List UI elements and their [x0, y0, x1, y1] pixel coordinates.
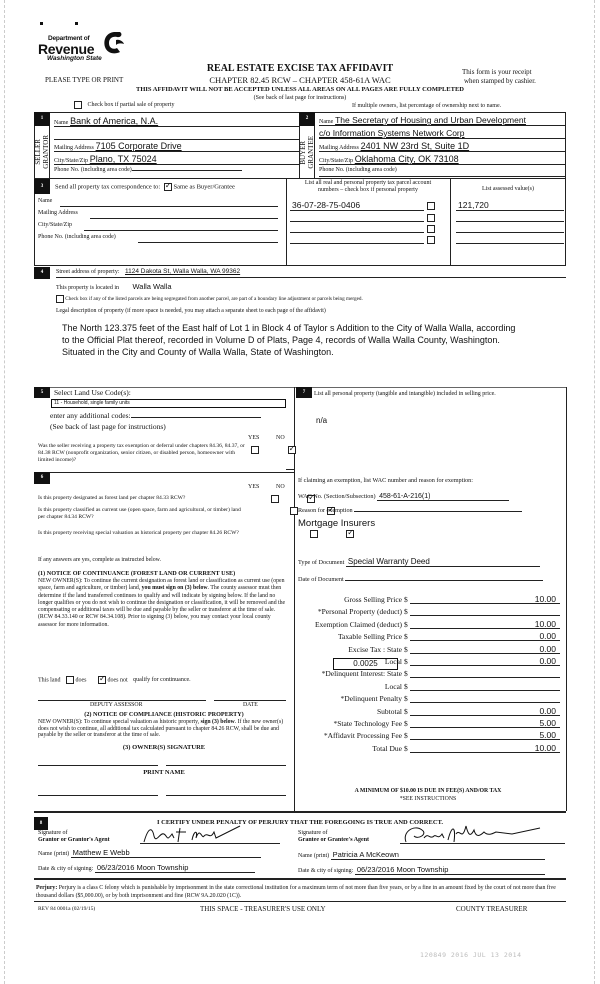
parcel-number-field[interactable]	[290, 234, 424, 244]
historic-yes-checkbox[interactable]	[310, 530, 318, 538]
seller-city-value: Plano, TX 75024	[89, 154, 157, 164]
grantee-label: GRANTEE	[306, 135, 315, 169]
fee-label: *State Technology Fee	[333, 719, 402, 728]
grantor-label: GRANTOR	[41, 135, 50, 169]
divider	[566, 387, 567, 811]
segregated-row	[56, 295, 363, 303]
current-use-question: Is this property classified as current use (open space, farm and agricultural, or timber) land per chapter 84.34 RCW?	[38, 507, 241, 520]
please-type: PLEASE TYPE OR PRINT	[45, 76, 124, 84]
partial-sale-row	[74, 101, 174, 109]
parcel-header-1: List all real and personal property tax parcel account	[304, 180, 432, 186]
grantor-sig-label	[38, 830, 110, 844]
date-label: DATE	[243, 702, 258, 708]
fee-row	[298, 743, 560, 754]
land-use-label: Select Land Use Code(s):	[54, 388, 131, 397]
buyer-name-label: Name	[319, 119, 334, 125]
grantor-date-field[interactable]	[38, 863, 283, 873]
parcel-row	[290, 234, 564, 245]
form-number: REV 84 0001a (02/19/15)	[38, 906, 96, 912]
exemption-question: Was the seller receiving a property tax exemption or deferral under chapters 84.36, 84.37, or 84.38 RCW (nonprofit organization, senior citizen, or disabled person, homeowner with limited income)?	[38, 443, 245, 463]
yes-header: YES	[248, 435, 260, 441]
form-title: REAL ESTATE EXCISE TAX AFFIDAVIT	[206, 63, 394, 74]
receipt-note-1: This form is your receipt	[462, 68, 532, 76]
print-name-line[interactable]	[166, 795, 286, 796]
grantee-signature-icon	[400, 820, 550, 848]
parcel-header	[288, 180, 448, 194]
section-2-badge: 2	[299, 112, 315, 126]
forest-land-question: Is this property designated as forest land per chapter 84.33 RCW?	[38, 495, 186, 501]
fee-row	[298, 594, 560, 605]
fee-label: *Delinquent Penalty	[340, 694, 402, 704]
seller-city-field[interactable]	[54, 154, 299, 165]
assessed-value-field[interactable]: 121,720	[456, 200, 564, 211]
fee-row	[298, 693, 560, 704]
corr-city-label: City/State/Zip	[38, 222, 72, 228]
divider	[34, 878, 566, 880]
dor-logo	[36, 30, 136, 70]
divider	[34, 901, 566, 902]
partial-sale-label: Check box if partial sale of property	[87, 102, 175, 109]
currency-symbol: $	[404, 743, 408, 753]
buyer-city-field[interactable]	[319, 154, 566, 165]
fee-value-field[interactable]: 10.00	[410, 743, 560, 753]
grantor-date-value: 06/23/2016 Moon Township	[95, 863, 255, 873]
fee-row	[298, 606, 560, 617]
parcel-row	[290, 223, 564, 234]
fee-label: Local	[384, 681, 402, 691]
fee-row	[298, 730, 560, 741]
assessed-header: List assessed value(s)	[482, 186, 534, 192]
logo-line3: Washington State	[47, 55, 102, 62]
notice2-text	[38, 719, 290, 739]
seller-phone-field[interactable]	[54, 167, 299, 177]
section-3-badge: 3	[34, 179, 50, 194]
notice1-bold: you must sign on (3) below	[141, 585, 208, 592]
deputy-date-line[interactable]	[214, 700, 286, 701]
legal-label: Legal description of property (if more space is needed, you may attach a separate sheet to each page of the affidavit)	[56, 308, 326, 314]
scan-edge-right	[594, 0, 595, 984]
grantor-signature-icon	[140, 822, 250, 846]
fee-label: *Delinquent Interest: State	[321, 669, 402, 679]
fee-label: *Personal Property (deduct)	[317, 607, 402, 617]
notice2-bold: sign (3) below	[200, 719, 235, 725]
currency-symbol: $	[404, 644, 408, 654]
currency-symbol: $	[404, 694, 408, 704]
instructions-note: (See back of last page for instructions)	[253, 95, 347, 101]
fee-label: Exemption Claimed (deduct)	[314, 619, 402, 629]
currency-symbol: $	[404, 632, 408, 642]
seller-name-field[interactable]	[54, 116, 299, 127]
currency-symbol: $	[404, 719, 408, 728]
partial-sale-checkbox[interactable]	[74, 101, 82, 109]
corr-phone-label: Phone No. (including area code)	[38, 234, 116, 240]
fee-label: Total Due	[372, 743, 402, 753]
does-checkbox[interactable]	[66, 676, 74, 684]
currency-symbol: $	[404, 706, 408, 716]
fee-value-field[interactable]	[410, 681, 560, 691]
seller-label: SELLER	[33, 139, 42, 165]
grantor-sig-label-1: Signature of	[38, 830, 68, 836]
currency-symbol: $	[404, 669, 408, 679]
reason-field[interactable]	[298, 507, 538, 514]
fee-value-field[interactable]: 0.00	[410, 706, 560, 716]
assessed-value-field[interactable]	[456, 223, 564, 233]
owner-signature-line[interactable]	[38, 765, 158, 766]
fee-row	[298, 681, 560, 692]
additional-codes-field[interactable]	[50, 411, 282, 420]
buyer-mailing-field[interactable]	[319, 141, 566, 152]
perjury-bold: Perjury:	[36, 885, 58, 891]
wac-field[interactable]	[298, 493, 538, 501]
parcel-header-2: numbers – check box if personal property	[318, 187, 418, 193]
seller-phone-label: Phone No. (including area code)	[54, 167, 132, 173]
section-5-badge: 5	[34, 387, 50, 398]
notice1-text-a: NEW OWNER(S): To continue the current designation as forest land or classification as current use (open space, farm and agriculture, or timber) land,	[38, 578, 285, 592]
notice2-text-b: . If the new owner(s) does not wish to continue, all additional tax calculated pursuant to chapter 84.26 RCW, shall be due and payable by the seller or transferor at the time of sale.	[38, 719, 284, 738]
section-7-badge: 7	[296, 387, 312, 398]
historic-question: Is this property receiving special valuation as historical property per chapter 84.26 RCW?	[38, 530, 239, 536]
notice1-text-b: . The county assessor must then determine if the land transferred continues to qualify and will indicate by signing below. If the land no longer qualifies or you do not wish to continue the designation or classification, it will be removed and the compensating or additional taxes will be due and payable by the seller or transferor at the time of sale. (RCW 84.33.140 or RCW 84.34.108). Prior to signing (3) below, you may contact your local county assessor for more information.	[38, 585, 286, 628]
personal-property-checkbox[interactable]	[427, 225, 435, 233]
notice1-title: (1) NOTICE OF CONTINUANCE (FOREST LAND OR CURRENT USE)	[38, 570, 236, 577]
fee-value-field[interactable]	[410, 668, 560, 678]
wac-value: 458-61-A-216(1)	[377, 493, 509, 501]
document-type-value: Special Warranty Deed	[346, 557, 540, 567]
land-use-select[interactable]: 11 - Household, single family units	[51, 399, 286, 408]
buyer-mailing-value: 2401 NW 23rd St, Suite 1D	[360, 141, 470, 151]
grantee-name-field[interactable]	[298, 850, 566, 860]
parcel-row	[290, 200, 564, 212]
perjury-text: Perjury is a class C felony which is punishable by imprisonment in the state correctional institution for a maximum term of not more than five years, or by a fine in an amount fixed by the court of not more than five thousand dollars ($5,000.00), or by both imprisonment and fine (RCW 9A.20.020 (1C)).	[36, 885, 556, 899]
parcel-rows	[290, 200, 564, 245]
buyer-fields	[315, 112, 566, 178]
street-address-field[interactable]	[56, 268, 566, 278]
buyer-city-value: Oklahoma City, OK 73108	[354, 154, 459, 164]
divider	[34, 178, 566, 179]
fee-label: *Affidavit Processing Fee	[323, 731, 402, 741]
seller-mailing-value: 7105 Corporate Drive	[95, 141, 182, 151]
grantor-name-value: Matthew E Webb	[71, 848, 261, 858]
fee-row	[298, 706, 560, 717]
currency-symbol: $	[404, 595, 408, 604]
grantee-date-field[interactable]	[298, 865, 566, 875]
seller-fields	[50, 112, 299, 178]
personal-property-checkbox[interactable]	[427, 214, 435, 222]
segregated-checkbox[interactable]	[56, 295, 64, 303]
located-value[interactable]: Walla Walla	[132, 282, 172, 291]
fee-row	[298, 619, 560, 630]
currency-symbol: $	[404, 731, 408, 741]
fee-label: Subtotal	[376, 706, 402, 716]
does-not-label: does not	[107, 677, 128, 684]
legal-description[interactable]: The North 123.375 feet of the East half of Lot 1 in Block 4 of Taylor s Addition to the City of Walla Walla, according to the Official Plat thereof, recorded in Volume D of Plats, Page 4, records of Walla Walla County, Washington. Situated in the City and County of Walla Walla, State of Washington.	[62, 323, 516, 357]
personal-property-checkbox[interactable]	[427, 236, 435, 244]
fee-value-field[interactable]: 5.00	[410, 730, 560, 740]
same-as-buyer-checkbox[interactable]	[164, 183, 172, 191]
treasurer-stamp: 120849 2016 JUL 13 2014	[420, 951, 522, 959]
wac-label: WAC No. (Section/Subsection)	[298, 493, 376, 500]
scan-dot	[75, 22, 78, 25]
grantee-name-value: Patricia A McKeown	[331, 850, 545, 860]
divider	[286, 178, 287, 266]
current-use-yes-checkbox[interactable]	[290, 507, 298, 515]
grantee-name-label: Name (print)	[298, 853, 330, 859]
divider	[34, 472, 294, 473]
seller-name-label: Name	[54, 120, 69, 126]
parcel-number-field[interactable]	[290, 212, 424, 222]
owner-signature-title: (3) OWNER(S) SIGNATURE	[122, 744, 206, 751]
fee-value-field[interactable]: 5.00	[410, 718, 560, 728]
fee-value-field[interactable]: 0.00	[410, 656, 560, 666]
warning-banner: THIS AFFIDAVIT WILL NOT BE ACCEPTED UNLESS ALL AREAS ON ALL PAGES ARE FULLY COMPLETED	[136, 86, 464, 93]
multiple-owners-note: If multiple owners, list percentage of ownership next to name.	[352, 103, 502, 109]
document-date-label: Date of Document	[298, 576, 344, 583]
street-address-label: Street address of property:	[56, 269, 120, 275]
correspondence-row	[55, 183, 235, 191]
does-not-checkbox[interactable]	[98, 676, 106, 684]
land-use-instructions: (See back of last page for instructions)	[50, 422, 166, 431]
fee-value-field[interactable]: 10.00	[410, 594, 560, 604]
receipt-note-2: when stamped by cashier.	[464, 77, 536, 85]
fee-label: Gross Selling Price	[344, 595, 402, 604]
fee-row	[298, 644, 560, 655]
fee-row	[298, 718, 560, 729]
currency-symbol: $	[404, 619, 408, 629]
form-subtitle: CHAPTER 82.45 RCW – CHAPTER 458-61A WAC	[209, 75, 391, 85]
perjury-notice	[36, 884, 566, 900]
fee-value-field[interactable]	[410, 693, 560, 703]
personal-property-checkbox[interactable]	[427, 202, 435, 210]
corr-name-field[interactable]	[38, 198, 278, 208]
section-8-badge: 8	[34, 817, 48, 830]
same-as-buyer-label: Same as Buyer/Grantee	[173, 183, 235, 191]
fee-value-field[interactable]: 0.00	[410, 644, 560, 654]
yes-header: YES	[248, 484, 260, 490]
treasurer-space: THIS SPACE - TREASURER'S USE ONLY	[200, 905, 326, 913]
located-row	[56, 282, 172, 291]
does-label: does	[75, 677, 87, 684]
notice1-text	[38, 578, 290, 629]
document-type-field[interactable]	[298, 557, 566, 567]
currency-symbol: $	[404, 657, 408, 666]
buyer-mailing-label: Mailing Address	[319, 145, 359, 151]
print-name-line[interactable]	[38, 795, 158, 796]
grantee-sig-label	[298, 830, 369, 844]
exemption-label: If claiming an exemption, list WAC number and reason for exemption:	[298, 477, 473, 484]
additional-codes-label: enter any additional codes:	[50, 411, 131, 420]
parcel-row	[290, 212, 564, 223]
local-rate-box[interactable]: 0.0025	[333, 658, 398, 670]
parcel-number-field[interactable]: 36-07-28-75-0406	[290, 200, 424, 211]
this-land-label: This land	[38, 677, 61, 684]
correspondence-label: Send all property tax correspondence to:	[55, 183, 161, 191]
fee-label: Taxable Selling Price	[337, 632, 402, 642]
buyer-city-label: City/State/Zip	[319, 158, 353, 164]
buyer-name-field[interactable]	[319, 115, 566, 126]
fee-label: Local	[384, 657, 402, 666]
seller-mailing-field[interactable]	[54, 141, 299, 152]
grantor-name-label: Name (print)	[38, 851, 70, 857]
divider	[34, 811, 566, 813]
exemption-yes-checkbox[interactable]	[251, 446, 259, 454]
corr-name-label: Name	[38, 198, 53, 204]
personal-property-label: List all personal property (tangible and intangible) included in selling price.	[314, 391, 496, 397]
segregated-label: Check box if any of the listed parcels are being segregated from another parcel, are part of a boundary line adjustment or parcels being merged.	[65, 296, 363, 303]
currency-symbol: $	[404, 681, 408, 691]
section-6-badge: 6	[34, 472, 50, 484]
owner-signature-line[interactable]	[166, 765, 286, 766]
located-label: This property is located in	[56, 285, 119, 291]
parcel-number-field[interactable]	[290, 223, 424, 233]
qualify-label: qualify for continuance.	[133, 677, 191, 684]
fee-value-field[interactable]: 0.00	[410, 631, 560, 641]
personal-property-value[interactable]: n/a	[316, 416, 328, 425]
notice2-title: (2) NOTICE OF COMPLIANCE (HISTORIC PROPERTY)	[84, 711, 244, 718]
seller-city-label: City/State/Zip	[54, 158, 88, 164]
seller-name-line2-field[interactable]	[54, 129, 299, 140]
minimum-note: A MINIMUM OF $10.00 IS DUE IN FEE(S) AND/OR TAX	[354, 788, 502, 794]
fee-label: Excise Tax : State	[348, 644, 402, 654]
seller-mailing-label: Mailing Address	[54, 145, 94, 151]
certification-statement: I CERTIFY UNDER PENALTY OF PERJURY THAT THE FOREGOING IS TRUE AND CORRECT.	[156, 819, 443, 826]
document-type-label: Type of Document	[298, 559, 345, 566]
historic-no-checkbox[interactable]	[346, 530, 354, 538]
scan-dot	[40, 22, 43, 25]
street-address-value: 1124 Dakota St, Walla Walla, WA 99362	[124, 268, 241, 275]
seller-side-label	[34, 126, 50, 178]
fee-value-field[interactable]: 10.00	[410, 619, 560, 629]
document-date-value	[345, 580, 543, 581]
grantee-date-label: Date & city of signing:	[298, 868, 354, 874]
no-header: NO	[276, 435, 285, 441]
deputy-assessor-label: DEPUTY ASSESSOR	[90, 702, 143, 708]
exemption-no-checkbox[interactable]	[288, 446, 296, 454]
assessed-value-field[interactable]	[456, 234, 564, 244]
buyer-phone-label: Phone No. (including area code)	[319, 167, 397, 173]
corr-phone-field[interactable]	[38, 234, 278, 244]
corr-mailing-field[interactable]	[38, 210, 278, 220]
wa-swoosh-icon	[102, 30, 126, 56]
fee-row	[298, 668, 560, 679]
reason-value[interactable]: Mortgage Insurers	[298, 518, 376, 529]
grantor-sig-label-2: Grantor or Grantor's Agent	[38, 837, 110, 843]
buyer-side-label	[299, 126, 315, 178]
grantee-date-value: 06/23/2016 Moon Township	[355, 865, 545, 875]
continuance-row	[38, 676, 191, 684]
forest-yes-checkbox[interactable]	[271, 495, 279, 503]
reason-label: Reason for exemption	[298, 507, 353, 514]
grantor-date-label: Date & city of signing:	[38, 866, 94, 872]
buyer-name-line2-field[interactable]	[319, 128, 566, 139]
no-header: NO	[276, 484, 285, 490]
fee-value-field[interactable]	[410, 606, 560, 616]
buyer-phone-field[interactable]	[319, 167, 566, 177]
grantee-sig-label-2: Grantee or Grantee's Agent	[298, 837, 370, 843]
grantor-name-field[interactable]	[38, 848, 283, 858]
corr-city-field[interactable]	[38, 222, 278, 232]
seller-name-value: Bank of America, N.A.	[70, 116, 159, 126]
document-date-field[interactable]	[298, 576, 566, 583]
section-4-badge: 4	[34, 267, 50, 279]
if-yes-note: If any answers are yes, complete as instructed below.	[38, 557, 161, 563]
see-instructions: *SEE INSTRUCTIONS	[399, 796, 457, 802]
currency-symbol: $	[404, 607, 408, 617]
buyer-label: BUYER	[298, 140, 307, 164]
grantee-sig-label-1: Signature of	[298, 830, 328, 836]
logo-line1: Department of	[48, 35, 90, 42]
scan-edge-left	[4, 0, 5, 984]
logo-line2: Revenue	[38, 41, 95, 57]
deputy-signature-line[interactable]	[38, 700, 206, 701]
divider	[286, 469, 295, 470]
buyer-name-value: The Secretary of Housing and Urban Development	[335, 115, 526, 125]
notice2-text-a: NEW OWNER(S): To continue special valuation as historic property,	[38, 719, 201, 725]
buyer-name-line2-value: c/o Information Systems Network Corp	[319, 128, 465, 138]
section-1-badge: 1	[34, 112, 50, 126]
corr-mailing-label: Mailing Address	[38, 210, 78, 216]
county-treasurer: COUNTY TREASURER	[456, 905, 528, 913]
print-name-label: PRINT NAME	[143, 769, 185, 776]
fee-row	[298, 631, 560, 642]
assessed-value-field[interactable]	[456, 212, 564, 222]
